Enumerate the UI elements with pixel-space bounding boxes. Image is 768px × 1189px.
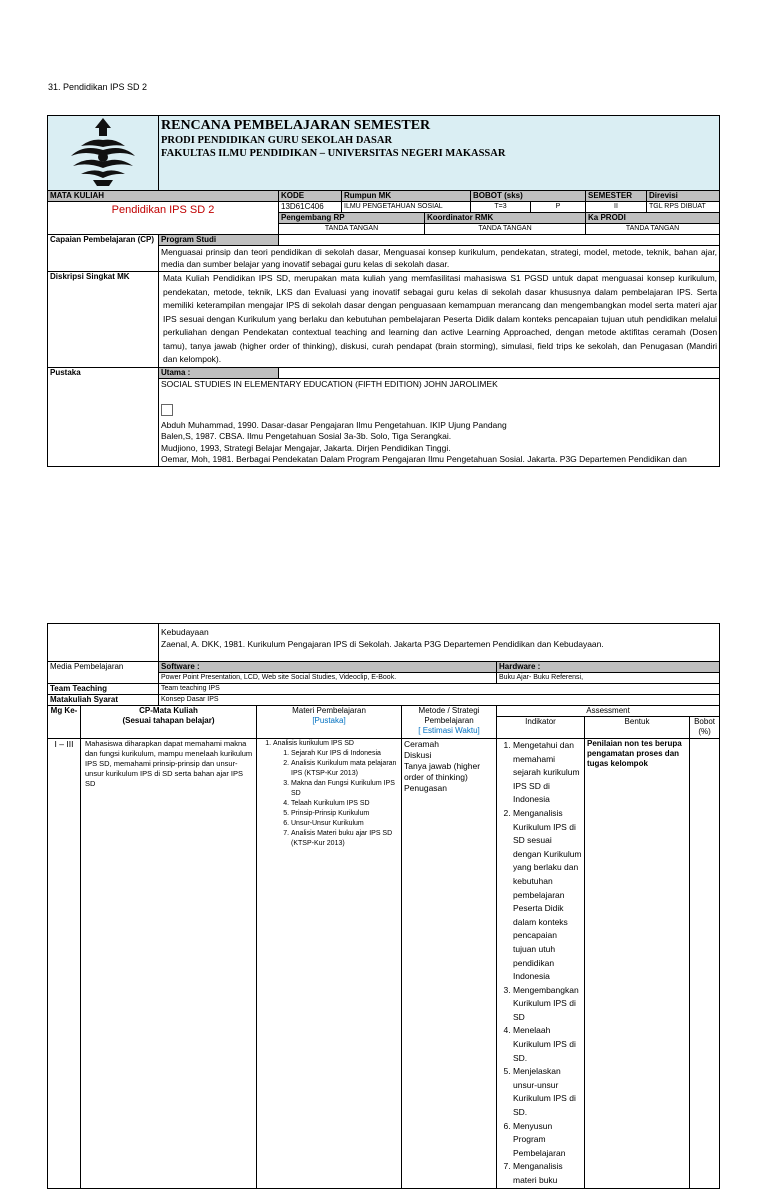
materi-sub-item: 1. Sejarah Kur IPS di Indonesia — [291, 749, 399, 759]
syarat-label: Matakuliah Syarat — [48, 695, 159, 706]
cp-text: Menguasai prinsip dan teori pendidikan di sekolah dasar, Menguasai konsep kurikulum, pendekatan, strategi, model, metode, teknik, bahan ajar, media dan sumber belajar yang inovatif sebagai guru kelas di sekolah dasar. — [159, 246, 720, 272]
materi-main-text: Analisis kurikulum IPS SD — [273, 740, 354, 747]
row1-cp: Mahasiswa diharapkan dapat memahami makna dan fungsi kurikulum, mampu menelaah kurikulum IPS SD, memahami prinsip-prinsip dan unsur-unsur kurikulum IPS di SD serta bahan ajar IPS SD — [81, 739, 257, 1189]
rps-schedule-table — [47, 623, 720, 1189]
hardware-value: Buku Ajar- Buku Referensi, — [497, 673, 720, 684]
course-name-cell — [48, 202, 279, 235]
row1-materi — [257, 739, 402, 1189]
program-studi-label: Program Studi — [159, 235, 279, 246]
pengembang-label: Pengembang RP — [279, 213, 425, 224]
signature-pengembang: TANDA TANGAN — [279, 224, 425, 235]
metode-header-line2: [ Estimasi Waktu] — [418, 726, 480, 735]
materi-sub-item: 6. Unsur-Unsur Kurikulum — [291, 819, 399, 829]
pustaka-continued — [159, 624, 720, 662]
cp-mk-header-line1: CP-Mata Kuliah — [139, 706, 198, 715]
bobot-header-line2: (%) — [698, 727, 711, 736]
materi-main-item — [273, 739, 399, 849]
logo-cell — [48, 116, 159, 191]
materi-sub-item: 3. Makna dan Fungsi Kurikulum IPS SD — [291, 779, 399, 799]
pustaka-ref-2: Balen,S, 1987. CBSA. Ilmu Pengetahuan Sosial 3a-3b. Solo, Tiga Serangkai. — [161, 431, 452, 441]
indikator-item: 6. Menyusun Program Pembelajaran — [513, 1120, 582, 1161]
row1-bentuk: Penilaian non tes berupa pengamatan proses dan tugas kelompok — [585, 739, 690, 1189]
metode-header — [402, 706, 497, 739]
pustaka-list — [159, 378, 720, 466]
materi-sub-item: 5. Prinsip-Prinsip Kurikulum — [291, 809, 399, 819]
mata-kuliah-label: MATA KULIAH — [48, 191, 279, 202]
materi-sub-item: 7. Analisis Materi buku ajar IPS SD (KTSP-Kur 2013) — [291, 829, 399, 849]
mg-header: Mg Ke- — [48, 706, 81, 739]
indikator-item: 5. Menjelaskan unsur-unsur Kurikulum IPS di SD. — [513, 1065, 582, 1119]
bobot-header-line1: Bobot — [694, 717, 715, 726]
row1-week: I – III — [48, 739, 81, 1189]
media-label: Media Pembelajaran — [48, 662, 159, 684]
software-value: Power Point Presentation, LCD, Web site Social Studies, Videoclip, E-Book. — [159, 673, 497, 684]
indikator-item: 3. Mengembangkan Kurikulum IPS di SD — [513, 984, 582, 1025]
pustaka-ref-4: Oemar, Moh, 1981. Berbagai Pendekatan Dalam Program Pengajaran Ilmu Pengetahuan Sosial. Jakarta. P3G Departemen Pendidikan dan — [161, 454, 687, 464]
kode-value: 13D61C406 — [279, 202, 342, 213]
rps-header-table — [47, 115, 720, 467]
bobot-p-value: P — [531, 202, 586, 213]
metode-item: Penugasan — [404, 783, 448, 793]
indikator-item: 2. Menganalisis Kurikulum IPS di SD sesuai dengan Kurikulum yang berlaku dan kebutuhan pembelajaran Peserta Didik dalam konteks pencapaian tujuan utuh pendidikan Indonesia — [513, 807, 582, 984]
bobot-t-value: T=3 — [471, 202, 531, 213]
faculty-title: FAKULTAS ILMU PENDIDIKAN – UNIVERSITAS NEGERI MAKASSAR — [161, 148, 506, 159]
signature-kaprodi: TANDA TANGAN — [586, 224, 720, 235]
rps-title: RENCANA PEMBELAJARAN SEMESTER — [161, 118, 431, 133]
materi-header — [257, 706, 402, 739]
cp-mk-header-line2: (Sesuai tahapan belajar) — [122, 716, 215, 725]
bentuk-header: Bentuk — [585, 717, 690, 739]
deskripsi-label: Diskripsi Singkat MK — [48, 272, 159, 368]
cp-mk-header — [81, 706, 257, 739]
materi-header-line2: [Pustaka] — [312, 716, 346, 725]
rumpun-label: Rumpun MK — [342, 191, 471, 202]
pustaka-ref-3: Mudjiono, 1993, Strategi Belajar Mengajar, Jakarta. Dirjen Pendidikan Tinggi. — [161, 442, 451, 453]
utama-label: Utama : — [159, 367, 279, 378]
materi-sub-item: 4. Telaah Kurikulum IPS SD — [291, 799, 399, 809]
university-logo-icon — [63, 116, 143, 188]
row1-metode — [402, 739, 497, 1189]
prodi-title: PRODI PENDIDIKAN GURU SEKOLAH DASAR — [161, 135, 393, 146]
materi-header-line1: Materi Pembelajaran — [292, 706, 366, 715]
bobot-label: BOBOT (sks) — [471, 191, 586, 202]
indikator-item: 4. Menelaah Kurikulum IPS di SD. — [513, 1024, 582, 1065]
team-teaching-value: Team teaching IPS — [159, 684, 720, 695]
pustaka-ref-1: Abduh Muhammad, 1990. Dasar-dasar Pengajaran Ilmu Pengetahuan. IKIP Ujung Pandang — [161, 419, 507, 430]
pustaka-cont-2: Zaenal, A. DKK, 1981. Kurikulum Pengajaran IPS di Sekolah. Jakarta P3G Departemen Pendidikan dan Kebudayaan. — [161, 639, 604, 649]
metode-item: Ceramah — [404, 739, 439, 749]
koordinator-label: Koordinator RMK — [425, 213, 586, 224]
team-teaching-label: Team Teaching — [48, 684, 159, 695]
semester-label: SEMESTER — [586, 191, 647, 202]
tgl-rps-value: TGL RPS DIBUAT — [647, 202, 720, 213]
signature-koordinator: TANDA TANGAN — [425, 224, 586, 235]
deskripsi-text: Mata Kuliah Pendidikan IPS SD, merupakan mata kuliah yang memfasilitasi mahasiswa S1 PGSD untuk dapat menguasai konsep kurikulum, pendekatan, metode, teknik, LKS dan Evaluasi yang inovatif sebagai guru kelas di sekolah dasar khususnya dalam pembelajaran IPS. Serta memiliki keterampilan mengajar IPS di sekolah dasar dengan penguasaan kemampuan merancang dan mengembangkan model serta materi ajar IPS sesuai dengan Kurikulum yang berlaku dan kebutuhan pembelajaran Peserta Didik dalam konteks pencapaian tujuan utuh pendidikan melalui perkuliahan dengan Pendekatan contextual teaching and learning dan active Learning Approached, dengan metode aktifitas ceramah (Dosen tamu), tanya jawab (higher order of thinking), diskusi, curah pendapat (brain storming), simulasi, field trips ke sekolah, dan Penugasan (Mandiri dan kelompok). — [159, 272, 720, 368]
indikator-header: Indikator — [497, 717, 585, 739]
row1-indikator — [497, 739, 585, 1189]
row1-bobot — [690, 739, 720, 1189]
software-label: Software : — [159, 662, 497, 673]
semester-value: II — [586, 202, 647, 213]
kaprodi-label: Ka PRODI — [586, 213, 720, 224]
metode-item: Tanya jawab (higher order of thinking) — [404, 761, 481, 782]
bobot-header — [690, 717, 720, 739]
indikator-item: 1. Mengetahui dan memahami sejarah kurikulum IPS SD di Indonesia — [513, 739, 582, 807]
pendukung-box — [161, 404, 173, 416]
indikator-item: 7. Menganalisis materi buku — [513, 1160, 582, 1187]
assessment-header: Assessment — [497, 706, 720, 717]
materi-sub-item: 2. Analisis Kurikulum mata pelajaran IPS (KTSP-Kur 2013) — [291, 759, 399, 779]
rumpun-value: ILMU PENGETAHUAN SOSIAL — [342, 202, 471, 213]
course-name: Pendidikan IPS SD 2 — [111, 204, 215, 216]
cp-label: Capaian Pembelajaran (CP) — [48, 235, 159, 272]
metode-item: Diskusi — [404, 750, 432, 760]
document-heading: 31. Pendidikan IPS SD 2 — [48, 82, 148, 92]
pustaka-label: Pustaka — [48, 367, 159, 466]
metode-header-line1: Metode / Strategi Pembelajaran — [418, 706, 480, 725]
pustaka-utama: SOCIAL STUDIES IN ELEMENTARY EDUCATION (FIFTH EDITION) JOHN JAROLIMEK — [161, 378, 498, 389]
direvisi-label: Direvisi — [647, 191, 720, 202]
kode-label: KODE — [279, 191, 342, 202]
pustaka-cont-1: Kebudayaan — [161, 627, 209, 637]
syarat-value: Konsep Dasar IPS — [159, 695, 720, 706]
hardware-label: Hardware : — [497, 662, 720, 673]
header-titles — [159, 116, 720, 191]
